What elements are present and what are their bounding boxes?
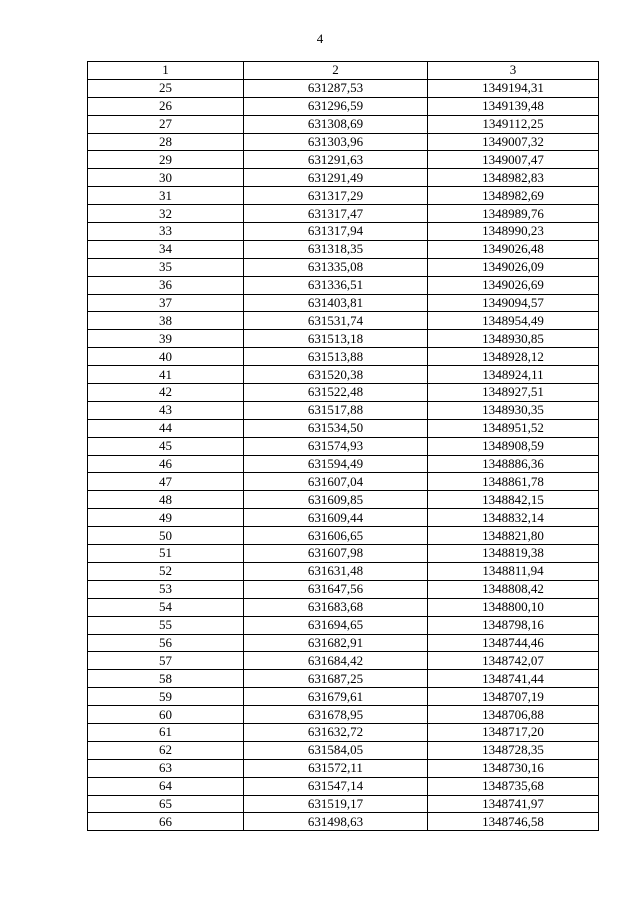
table-row — [88, 545, 599, 563]
x-coordinate-cell: 631609,44 — [244, 509, 428, 527]
point-number-cell: 46 — [88, 455, 244, 473]
y-coordinate-cell: 1348832,14 — [428, 509, 599, 527]
x-coordinate-cell: 631336,51 — [244, 276, 428, 294]
x-coordinate-cell: 631682,91 — [244, 634, 428, 652]
point-number-cell: 31 — [88, 187, 244, 205]
table-row — [88, 527, 599, 545]
point-number-cell: 28 — [88, 133, 244, 151]
x-coordinate-cell: 631296,59 — [244, 97, 428, 115]
table-row — [88, 723, 599, 741]
point-number-cell: 57 — [88, 652, 244, 670]
table-row — [88, 813, 599, 831]
x-coordinate-cell: 631317,47 — [244, 205, 428, 223]
y-coordinate-cell: 1349026,09 — [428, 258, 599, 276]
table-row — [88, 777, 599, 795]
column-header-1: 1 — [88, 62, 244, 80]
point-number-cell: 54 — [88, 598, 244, 616]
point-number-cell: 39 — [88, 330, 244, 348]
coordinates-table-body — [88, 62, 599, 831]
table-row — [88, 223, 599, 241]
y-coordinate-cell: 1348707,19 — [428, 688, 599, 706]
point-number-cell: 53 — [88, 580, 244, 598]
y-coordinate-cell: 1348800,10 — [428, 598, 599, 616]
x-coordinate-cell: 631291,49 — [244, 169, 428, 187]
x-coordinate-cell: 631683,68 — [244, 598, 428, 616]
y-coordinate-cell: 1348930,85 — [428, 330, 599, 348]
table-row — [88, 437, 599, 455]
point-number-cell: 38 — [88, 312, 244, 330]
table-row — [88, 205, 599, 223]
table-row — [88, 491, 599, 509]
x-coordinate-cell: 631607,04 — [244, 473, 428, 491]
x-coordinate-cell: 631317,94 — [244, 223, 428, 241]
point-number-cell: 59 — [88, 688, 244, 706]
y-coordinate-cell: 1348730,16 — [428, 759, 599, 777]
y-coordinate-cell: 1348861,78 — [428, 473, 599, 491]
y-coordinate-cell: 1349139,48 — [428, 97, 599, 115]
point-number-cell: 41 — [88, 366, 244, 384]
point-number-cell: 27 — [88, 115, 244, 133]
y-coordinate-cell: 1348741,44 — [428, 670, 599, 688]
x-coordinate-cell: 631574,93 — [244, 437, 428, 455]
table-row — [88, 670, 599, 688]
x-coordinate-cell: 631678,95 — [244, 706, 428, 724]
table-row — [88, 759, 599, 777]
y-coordinate-cell: 1349026,69 — [428, 276, 599, 294]
y-coordinate-cell: 1348930,35 — [428, 401, 599, 419]
x-coordinate-cell: 631594,49 — [244, 455, 428, 473]
x-coordinate-cell: 631513,88 — [244, 348, 428, 366]
table-row — [88, 133, 599, 151]
table-row — [88, 348, 599, 366]
x-coordinate-cell: 631335,08 — [244, 258, 428, 276]
point-number-cell: 36 — [88, 276, 244, 294]
table-row — [88, 455, 599, 473]
y-coordinate-cell: 1348928,12 — [428, 348, 599, 366]
y-coordinate-cell: 1348886,36 — [428, 455, 599, 473]
x-coordinate-cell: 631291,63 — [244, 151, 428, 169]
table-row — [88, 294, 599, 312]
point-number-cell: 37 — [88, 294, 244, 312]
point-number-cell: 51 — [88, 545, 244, 563]
point-number-cell: 25 — [88, 79, 244, 97]
y-coordinate-cell: 1348741,97 — [428, 795, 599, 813]
x-coordinate-cell: 631584,05 — [244, 741, 428, 759]
y-coordinate-cell: 1348744,46 — [428, 634, 599, 652]
x-coordinate-cell: 631318,35 — [244, 240, 428, 258]
x-coordinate-cell: 631287,53 — [244, 79, 428, 97]
table-row — [88, 258, 599, 276]
y-coordinate-cell: 1348819,38 — [428, 545, 599, 563]
table-row — [88, 419, 599, 437]
y-coordinate-cell: 1348908,59 — [428, 437, 599, 455]
y-coordinate-cell: 1348990,23 — [428, 223, 599, 241]
table-row — [88, 562, 599, 580]
table-row — [88, 330, 599, 348]
table-row — [88, 616, 599, 634]
point-number-cell: 56 — [88, 634, 244, 652]
table-row — [88, 384, 599, 402]
y-coordinate-cell: 1348728,35 — [428, 741, 599, 759]
x-coordinate-cell: 631517,88 — [244, 401, 428, 419]
table-row — [88, 580, 599, 598]
table-header-row — [88, 62, 599, 80]
point-number-cell: 26 — [88, 97, 244, 115]
table-row — [88, 312, 599, 330]
x-coordinate-cell: 631684,42 — [244, 652, 428, 670]
table-row — [88, 97, 599, 115]
point-number-cell: 50 — [88, 527, 244, 545]
y-coordinate-cell: 1349007,47 — [428, 151, 599, 169]
y-coordinate-cell: 1348746,58 — [428, 813, 599, 831]
x-coordinate-cell: 631631,48 — [244, 562, 428, 580]
point-number-cell: 32 — [88, 205, 244, 223]
point-number-cell: 64 — [88, 777, 244, 795]
x-coordinate-cell: 631520,38 — [244, 366, 428, 384]
y-coordinate-cell: 1349007,32 — [428, 133, 599, 151]
point-number-cell: 52 — [88, 562, 244, 580]
x-coordinate-cell: 631498,63 — [244, 813, 428, 831]
x-coordinate-cell: 631606,65 — [244, 527, 428, 545]
y-coordinate-cell: 1348706,88 — [428, 706, 599, 724]
table-row — [88, 276, 599, 294]
table-row — [88, 598, 599, 616]
point-number-cell: 33 — [88, 223, 244, 241]
table-row — [88, 741, 599, 759]
x-coordinate-cell: 631609,85 — [244, 491, 428, 509]
y-coordinate-cell: 1348735,68 — [428, 777, 599, 795]
table-row — [88, 652, 599, 670]
table-row — [88, 795, 599, 813]
table-row — [88, 509, 599, 527]
coordinates-table — [87, 61, 599, 831]
point-number-cell: 35 — [88, 258, 244, 276]
point-number-cell: 40 — [88, 348, 244, 366]
x-coordinate-cell: 631534,50 — [244, 419, 428, 437]
x-coordinate-cell: 631572,11 — [244, 759, 428, 777]
table-row — [88, 169, 599, 187]
y-coordinate-cell: 1348954,49 — [428, 312, 599, 330]
point-number-cell: 58 — [88, 670, 244, 688]
y-coordinate-cell: 1349094,57 — [428, 294, 599, 312]
x-coordinate-cell: 631519,17 — [244, 795, 428, 813]
point-number-cell: 43 — [88, 401, 244, 419]
x-coordinate-cell: 631308,69 — [244, 115, 428, 133]
y-coordinate-cell: 1348821,80 — [428, 527, 599, 545]
point-number-cell: 66 — [88, 813, 244, 831]
x-coordinate-cell: 631522,48 — [244, 384, 428, 402]
table-row — [88, 240, 599, 258]
y-coordinate-cell: 1349112,25 — [428, 115, 599, 133]
column-header-2: 2 — [244, 62, 428, 80]
y-coordinate-cell: 1348842,15 — [428, 491, 599, 509]
page-number: 4 — [316, 31, 324, 46]
x-coordinate-cell: 631547,14 — [244, 777, 428, 795]
y-coordinate-cell: 1348742,07 — [428, 652, 599, 670]
table-row — [88, 366, 599, 384]
x-coordinate-cell: 631317,29 — [244, 187, 428, 205]
x-coordinate-cell: 631531,74 — [244, 312, 428, 330]
x-coordinate-cell: 631694,65 — [244, 616, 428, 634]
x-coordinate-cell: 631303,96 — [244, 133, 428, 151]
point-number-cell: 61 — [88, 723, 244, 741]
point-number-cell: 42 — [88, 384, 244, 402]
table-row — [88, 79, 599, 97]
table-row — [88, 187, 599, 205]
y-coordinate-cell: 1349194,31 — [428, 79, 599, 97]
point-number-cell: 48 — [88, 491, 244, 509]
table-row — [88, 151, 599, 169]
point-number-cell: 62 — [88, 741, 244, 759]
point-number-cell: 63 — [88, 759, 244, 777]
x-coordinate-cell: 631513,18 — [244, 330, 428, 348]
point-number-cell: 44 — [88, 419, 244, 437]
point-number-cell: 34 — [88, 240, 244, 258]
point-number-cell: 60 — [88, 706, 244, 724]
x-coordinate-cell: 631687,25 — [244, 670, 428, 688]
point-number-cell: 65 — [88, 795, 244, 813]
table-row — [88, 688, 599, 706]
y-coordinate-cell: 1348798,16 — [428, 616, 599, 634]
point-number-cell: 49 — [88, 509, 244, 527]
y-coordinate-cell: 1348717,20 — [428, 723, 599, 741]
y-coordinate-cell: 1348808,42 — [428, 580, 599, 598]
point-number-cell: 47 — [88, 473, 244, 491]
point-number-cell: 30 — [88, 169, 244, 187]
point-number-cell: 45 — [88, 437, 244, 455]
y-coordinate-cell: 1348927,51 — [428, 384, 599, 402]
x-coordinate-cell: 631403,81 — [244, 294, 428, 312]
column-header-3: 3 — [428, 62, 599, 80]
x-coordinate-cell: 631607,98 — [244, 545, 428, 563]
point-number-cell: 55 — [88, 616, 244, 634]
y-coordinate-cell: 1349026,48 — [428, 240, 599, 258]
table-row — [88, 401, 599, 419]
y-coordinate-cell: 1348982,83 — [428, 169, 599, 187]
y-coordinate-cell: 1348924,11 — [428, 366, 599, 384]
y-coordinate-cell: 1348989,76 — [428, 205, 599, 223]
y-coordinate-cell: 1348982,69 — [428, 187, 599, 205]
table-row — [88, 473, 599, 491]
table-row — [88, 634, 599, 652]
point-number-cell: 29 — [88, 151, 244, 169]
x-coordinate-cell: 631679,61 — [244, 688, 428, 706]
x-coordinate-cell: 631647,56 — [244, 580, 428, 598]
table-row — [88, 115, 599, 133]
y-coordinate-cell: 1348811,94 — [428, 562, 599, 580]
table-row — [88, 706, 599, 724]
y-coordinate-cell: 1348951,52 — [428, 419, 599, 437]
x-coordinate-cell: 631632,72 — [244, 723, 428, 741]
